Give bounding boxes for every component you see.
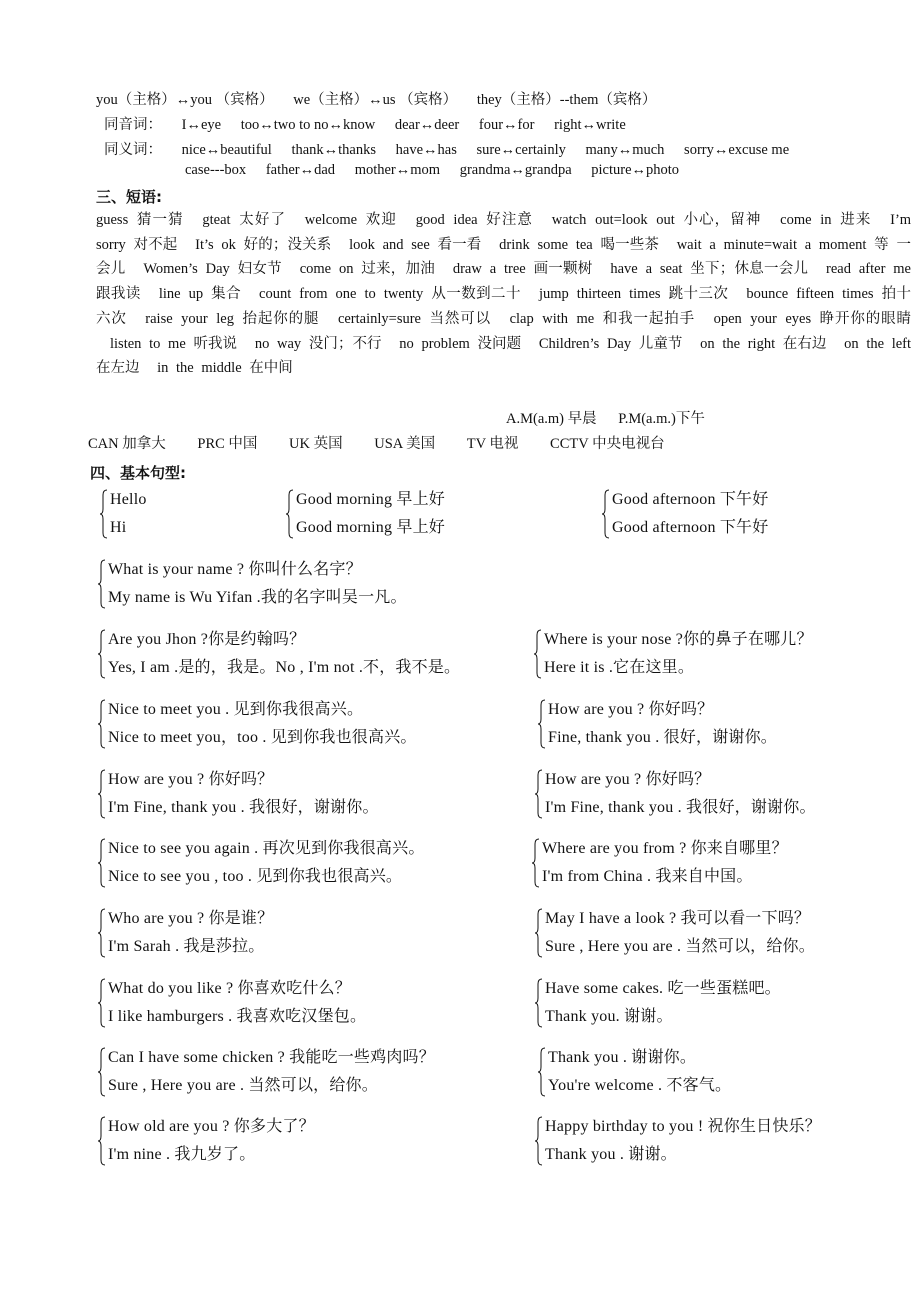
brace-icon (286, 489, 294, 539)
synonym-item: have↔has (395, 142, 457, 158)
brace-icon (98, 559, 106, 609)
brace-icon (98, 838, 106, 888)
dialogue-answer: Hi (110, 519, 127, 536)
brace-icon (98, 629, 106, 679)
synonym-item: nice↔beautiful (181, 142, 272, 158)
dialogue-pair (286, 486, 445, 542)
dialogue-pair (538, 696, 777, 752)
dialogue-pair (535, 766, 816, 822)
phrase-list (96, 208, 911, 381)
brace-icon (534, 629, 542, 679)
dialogue-question: Who are you ? 你是谁？ (108, 910, 274, 927)
phrase-item: on the left 在左边 (96, 335, 912, 377)
synonym-item: case---box (185, 162, 247, 178)
homophone-item: right↔write (554, 117, 626, 133)
phrase-item: welcome 欢迎 (304, 212, 397, 228)
synonym-item: many↔much (585, 142, 665, 158)
dialogue-answer: Good morning 早上好 (296, 519, 445, 536)
dialogue-question: How are you ? 你好吗？ (548, 701, 714, 718)
dialogue-question: Are you Jhon ?你是约翰吗？ (108, 631, 306, 648)
phrase-item: listen to me 听我说 (110, 335, 238, 352)
dialogue-answer: Good afternoon 下午好 (612, 519, 769, 536)
dialogue-pair (98, 835, 425, 891)
phrase-item: It’s ok 好的；没关系 (195, 236, 332, 253)
synonym-item: picture↔photo (591, 162, 680, 178)
dialogue-answer: I'm from China . 我来自中国。 (542, 868, 753, 885)
phrase-item: jump thirteen times 跳十三次 (538, 286, 729, 303)
ampm-line (506, 407, 723, 428)
pronoun-item: they（主格）--them（宾格） (476, 92, 657, 108)
synonym-line (104, 138, 805, 159)
phrase-item: I’m sorry 对不起 (96, 212, 912, 253)
dialogue-pair (532, 835, 788, 891)
dialogue-question: May I have a look ? 我可以看一下吗？ (545, 910, 811, 927)
brace-icon (602, 489, 610, 539)
phrase-item: no problem 没问题 (399, 335, 522, 352)
phrase-item: raise your leg 抬起你的腿 (145, 310, 320, 327)
brace-icon (100, 489, 108, 539)
brace-icon (98, 1116, 106, 1166)
pronoun-item: you（主格）↔you （宾格） (96, 92, 274, 108)
dialogue-pair (98, 1044, 435, 1100)
dialogue-pair (98, 556, 407, 612)
dialogue-pair (100, 486, 147, 542)
homophone-line (104, 113, 642, 134)
dialogue-answer: Yes, I am .是的，我是。No , I'm not .不，我不是。 (108, 659, 461, 676)
phrase-item: drink some tea 喝一些茶 (499, 236, 659, 253)
abbreviation-item: UK 英国 (289, 436, 343, 452)
phrase-item: watch out=look out 小心，留神 (551, 212, 762, 228)
dialogue-answer: My name is Wu Yifan .我的名字叫吴一凡。 (108, 589, 407, 606)
synonym-item: grandma↔grandpa (459, 162, 572, 178)
abbreviation-item: CAN 加拿大 (88, 436, 166, 452)
dialogue-question: How old are you ? 你多大了？ (108, 1118, 315, 1135)
pronoun-line (96, 88, 672, 109)
brace-icon (98, 699, 106, 749)
dialogue-pair (535, 975, 781, 1031)
synonym-item: sure↔certainly (476, 142, 566, 158)
dialogue-answer: You're welcome . 不客气。 (548, 1077, 732, 1094)
dialogue-pair (98, 766, 379, 822)
brace-icon (98, 908, 106, 958)
dialogue-question: Can I have some chicken ? 我能吃一些鸡肉吗？ (108, 1049, 435, 1066)
dialogue-pair (535, 905, 815, 961)
dialogue-pair (98, 696, 417, 752)
synonym-item: father↔dad (265, 162, 336, 178)
dialogue-answer: Nice to see you , too . 见到你我也很高兴。 (108, 868, 403, 885)
brace-icon (535, 769, 543, 819)
dialogue-answer: I like hamburgers . 我喜欢吃汉堡包。 (108, 1008, 367, 1025)
dialogue-answer: I'm Fine, thank you . 我很好，谢谢你。 (545, 799, 816, 816)
synonym-label: 同义词： (104, 142, 162, 158)
dialogue-answer: Here it is .它在这里。 (544, 659, 695, 676)
dialogue-question: Good morning 早上好 (296, 491, 445, 508)
ampm-item: A.M(a.m) 早晨 (506, 411, 597, 427)
dialogue-answer: I'm Sarah . 我是莎拉。 (108, 938, 265, 955)
dialogue-question: How are you ? 你好吗？ (108, 771, 274, 788)
dialogue-answer: Sure , Here you are . 当然可以，给你。 (108, 1077, 378, 1094)
dialogue-pair (98, 975, 366, 1031)
homophone-item: I↔eye (181, 117, 222, 133)
dialogue-pair (535, 1113, 821, 1169)
dialogue-question: Hello (110, 491, 147, 508)
phrase-item: read after me 跟我读 (96, 261, 911, 303)
dialogue-question: Thank you . 谢谢你。 (548, 1049, 697, 1066)
dialogue-question: Where are you from ? 你来自哪里？ (542, 840, 788, 857)
phrase-item: bounce fifteen times 拍十六次 (96, 286, 912, 327)
brace-icon (98, 769, 106, 819)
dialogue-pair (98, 905, 273, 961)
brace-icon (535, 908, 543, 958)
phrase-item: open your eyes 睁开你的眼睛 (713, 310, 912, 327)
phrase-item: certainly=sure 当然可以 (337, 310, 492, 327)
dialogue-question: What do you like ? 你喜欢吃什么？ (108, 980, 351, 997)
section-heading-sentences: 四、基本句型: (90, 464, 186, 482)
phrase-item: on the right 在右边 (700, 335, 827, 352)
homophone-item: four↔for (478, 117, 535, 133)
phrase-item: guess 猜一猜 (96, 212, 184, 228)
brace-icon (538, 699, 546, 749)
homophone-label: 同音词： (104, 117, 162, 133)
phrase-item: come in 进来 (780, 212, 872, 228)
phrase-item: Children’s Day 儿童节 (538, 335, 683, 352)
abbreviation-item: CCTV 中央电视台 (550, 436, 665, 452)
phrase-item: no way 没门；不行 (254, 335, 382, 352)
dialogue-question: Where is your nose ?你的鼻子在哪儿？ (544, 631, 813, 648)
abbreviation-line (88, 432, 693, 453)
synonym-item: thank↔thanks (291, 142, 377, 158)
phrase-item: line up 集合 (158, 286, 241, 303)
phrase-item: in the middle 在中间 (157, 360, 293, 377)
dialogue-pair (534, 626, 813, 682)
brace-icon (535, 1116, 543, 1166)
abbreviation-item: USA 美国 (374, 436, 436, 452)
dialogue-answer: Thank you . 谢谢。 (545, 1146, 677, 1163)
abbreviation-item: PRC 中国 (197, 436, 258, 452)
dialogue-pair (98, 1113, 315, 1169)
pronoun-item: we（主格）↔us （宾格） (293, 92, 458, 108)
dialogue-answer: Thank you. 谢谢。 (545, 1008, 673, 1025)
dialogue-question: Have some cakes. 吃一些蛋糕吧。 (545, 980, 781, 997)
homophone-item: dear↔deer (394, 117, 460, 133)
dialogue-question: Good afternoon 下午好 (612, 491, 769, 508)
synonym-item: sorry↔excuse me (684, 142, 790, 158)
brace-icon (532, 838, 540, 888)
dialogue-answer: I'm nine . 我九岁了。 (108, 1146, 256, 1163)
phrase-item: draw a tree 画一颗树 (452, 261, 593, 278)
dialogue-pair (538, 1044, 731, 1100)
dialogue-question: Nice to meet you . 见到你我很高兴。 (108, 701, 364, 718)
dialogue-answer: I'm Fine, thank you . 我很好，谢谢你。 (108, 799, 379, 816)
abbreviation-item: TV 电视 (466, 436, 519, 452)
phrase-item: Women’s Day 妇女节 (143, 261, 282, 278)
homophone-item: too↔two to no↔know (240, 117, 376, 133)
dialogue-answer: Sure , Here you are . 当然可以，给你。 (545, 938, 815, 955)
phrase-item: wait a minute=wait a moment 等 一会儿 (96, 236, 912, 278)
phrase-item: come on 过来，加油 (299, 261, 435, 278)
brace-icon (98, 1047, 106, 1097)
dialogue-question: Happy birthday to you ! 祝你生日快乐？ (545, 1118, 821, 1135)
brace-icon (98, 978, 106, 1028)
phrase-item: have a seat 坐下；休息一会儿 (610, 261, 809, 278)
phrase-item: count from one to twenty 从一数到二十 (259, 286, 521, 303)
phrase-item: clap with me 和我一起拍手 (509, 310, 696, 327)
ampm-item: P.M(a.m.)下午 (618, 411, 705, 427)
phrase-item: look and see 看一看 (349, 236, 482, 253)
brace-icon (535, 978, 543, 1028)
dialogue-question: What is your name ? 你叫什么名字？ (108, 561, 362, 578)
phrase-item: gteat 太好了 (202, 212, 287, 228)
section-heading-phrases: 三、短语: (96, 188, 162, 206)
dialogue-answer: Fine, thank you . 很好，谢谢你。 (548, 729, 777, 746)
synonym-line-2 (185, 162, 695, 179)
dialogue-pair (98, 626, 460, 682)
dialogue-question: Nice to see you again . 再次见到你我很高兴。 (108, 840, 425, 857)
dialogue-pair (602, 486, 768, 542)
synonym-item: mother↔mom (354, 162, 441, 178)
phrase-item: good idea 好注意 (415, 212, 534, 228)
dialogue-question: How are you ? 你好吗？ (545, 771, 711, 788)
brace-icon (538, 1047, 546, 1097)
dialogue-answer: Nice to meet you，too . 见到你我也很高兴。 (108, 729, 417, 746)
